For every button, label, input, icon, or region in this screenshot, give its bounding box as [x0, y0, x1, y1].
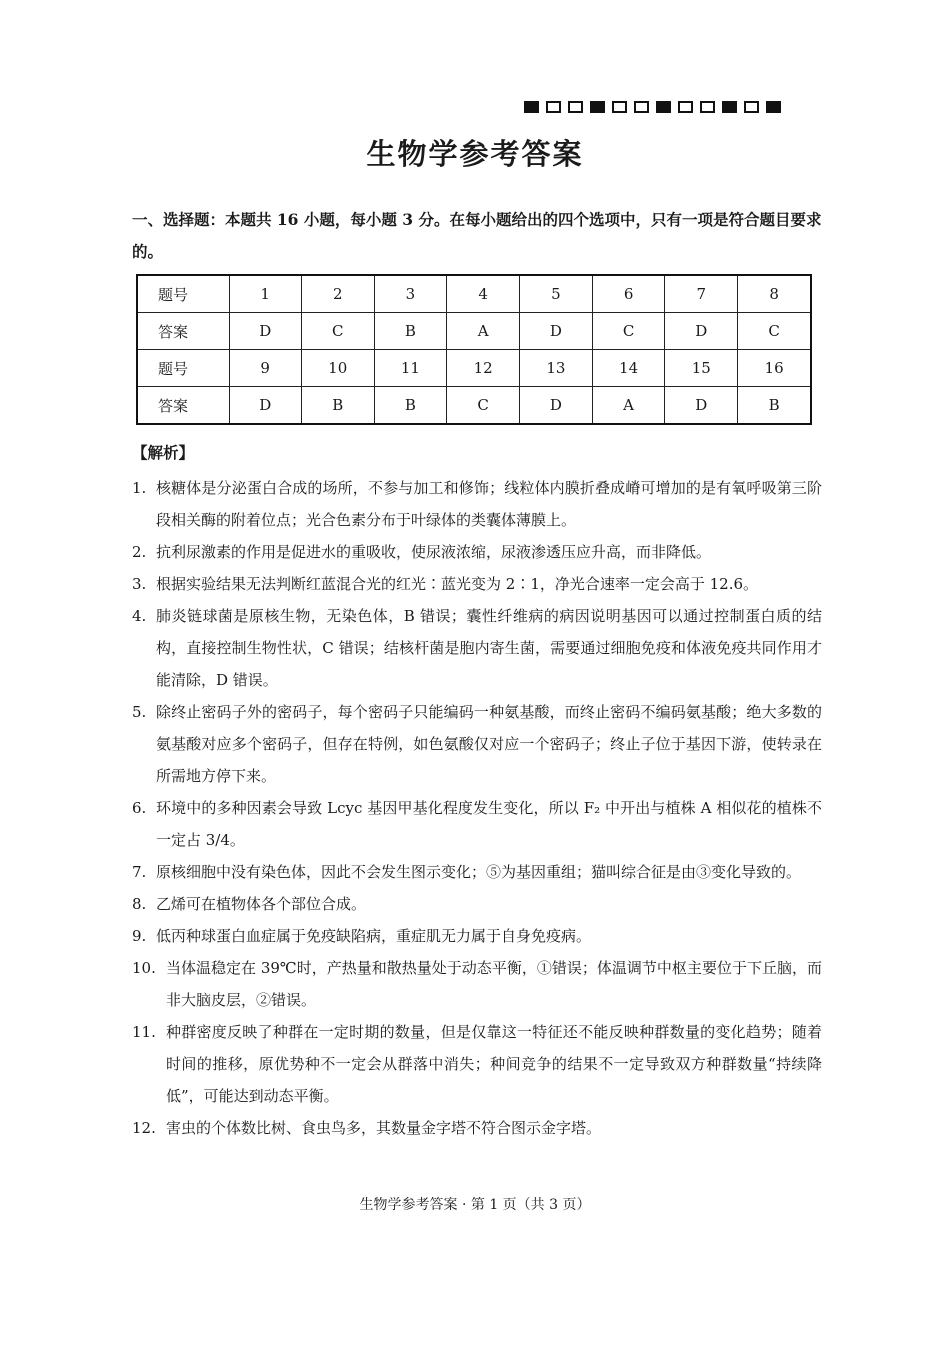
table-cell: 3	[374, 275, 447, 313]
table-cell: 16	[738, 350, 811, 387]
answer-table	[136, 274, 812, 425]
table-cell: D	[520, 387, 593, 425]
table-cell: 4	[447, 275, 520, 313]
empty-square-mark	[546, 101, 561, 113]
table-cell: D	[665, 387, 738, 425]
table-cell: 6	[592, 275, 665, 313]
table-cell: D	[520, 313, 593, 350]
filled-square-mark	[656, 101, 671, 113]
table-row	[137, 350, 811, 387]
item-text: 原核细胞中没有染色体，因此不会发生图示变化；⑤为基因重组；猫叫综合征是由③变化导致的。	[156, 863, 802, 881]
list-item	[132, 696, 822, 792]
item-number: 12.	[132, 1119, 156, 1137]
item-text: 核糖体是分泌蛋白合成的场所，不参与加工和修饰；线粒体内膜折叠成嵴可增加的是有氧呼吸第三阶段相关酶的附着位点；光合色素分布于叶绿体的类囊体薄膜上。	[156, 479, 822, 529]
table-cell: 13	[520, 350, 593, 387]
analysis-list	[132, 472, 822, 1144]
table-cell: C	[592, 313, 665, 350]
filled-square-mark	[524, 101, 539, 113]
item-text: 害虫的个体数比树、食虫鸟多，其数量金字塔不符合图示金字塔。	[166, 1119, 602, 1137]
table-cell: B	[374, 313, 447, 350]
item-text: 除终止密码子外的密码子，每个密码子只能编码一种氨基酸，而终止密码不编码氨基酸；绝大多数的氨基酸对应多个密码子，但存在特例，如色氨酸仅对应一个密码子；终止子位于基因下游，使转录在所需地方停下来。	[156, 703, 822, 785]
list-item	[132, 792, 822, 856]
page-title: 生物学参考答案	[366, 137, 584, 171]
table-cell: C	[447, 387, 520, 425]
list-item	[132, 536, 822, 568]
table-cell: D	[229, 387, 301, 425]
item-number: 8.	[132, 895, 147, 913]
item-number: 10.	[132, 959, 156, 977]
table-cell: B	[374, 387, 447, 425]
item-text: 抗利尿激素的作用是促进水的重吸收，使尿液浓缩，尿液渗透压应升高，而非降低。	[156, 543, 712, 561]
table-row	[137, 313, 811, 350]
empty-square-mark	[744, 101, 759, 113]
table-cell: A	[592, 387, 665, 425]
item-text: 当体温稳定在 39℃时，产热量和散热量处于动态平衡，①错误；体温调节中枢主要位于下丘脑，而非大脑皮层，②错误。	[166, 959, 822, 1009]
item-number: 6.	[132, 799, 147, 817]
item-text: 乙烯可在植物体各个部位合成。	[156, 895, 367, 913]
row-label: 题号	[137, 275, 229, 313]
filled-square-mark	[590, 101, 605, 113]
item-text: 根据实验结果无法判断红蓝混合光的红光∶蓝光变为 2∶1，净光合速率一定会高于 12.6。	[156, 575, 759, 593]
item-number: 1.	[132, 479, 147, 497]
table-cell: B	[738, 387, 811, 425]
empty-square-mark	[612, 101, 627, 113]
list-item	[132, 472, 822, 536]
table-cell: 9	[229, 350, 301, 387]
list-item	[132, 568, 822, 600]
empty-square-mark	[634, 101, 649, 113]
table-cell: C	[301, 313, 374, 350]
table-cell: 5	[520, 275, 593, 313]
item-text: 环境中的多种因素会导致 Lcyc 基因甲基化程度发生变化，所以 F₂ 中开出与植株 A 相似花的植株不一定占 3/4。	[156, 799, 822, 849]
table-cell: 15	[665, 350, 738, 387]
list-item	[132, 920, 822, 952]
table-cell: 8	[738, 275, 811, 313]
header-marks	[524, 101, 781, 113]
item-number: 9.	[132, 927, 147, 945]
row-label: 答案	[137, 387, 229, 425]
item-text: 肺炎链球菌是原核生物，无染色体，B 错误；囊性纤维病的病因说明基因可以通过控制蛋白质的结构，直接控制生物性状，C 错误；结核杆菌是胞内寄生菌，需要通过细胞免疫和体液免疫共同作用才能清除，D 错误。	[156, 607, 822, 689]
table-cell: 1	[229, 275, 301, 313]
list-item	[132, 888, 822, 920]
item-text: 低丙种球蛋白血症属于免疫缺陷病，重症肌无力属于自身免疫病。	[156, 927, 592, 945]
table-cell: 12	[447, 350, 520, 387]
empty-square-mark	[700, 101, 715, 113]
list-item	[132, 1112, 822, 1144]
table-cell: 11	[374, 350, 447, 387]
empty-square-mark	[678, 101, 693, 113]
table-cell: D	[229, 313, 301, 350]
item-number: 11.	[132, 1023, 156, 1041]
row-label: 答案	[137, 313, 229, 350]
list-item	[132, 600, 822, 696]
item-number: 2.	[132, 543, 147, 561]
table-row	[137, 387, 811, 425]
table-cell: B	[301, 387, 374, 425]
row-label: 题号	[137, 350, 229, 387]
table-cell: 14	[592, 350, 665, 387]
table-row	[137, 275, 811, 313]
table-cell: 7	[665, 275, 738, 313]
table-cell: D	[665, 313, 738, 350]
item-text: 种群密度反映了种群在一定时期的数量，但是仅靠这一特征还不能反映种群数量的变化趋势；随着时间的推移，原优势种不一定会从群落中消失；种间竞争的结果不一定导致双方种群数量“持续降低”，可能达到动态平衡。	[166, 1023, 822, 1105]
filled-square-mark	[766, 101, 781, 113]
page-footer: 生物学参考答案 · 第 1 页（共 3 页）	[359, 1197, 591, 1213]
list-item	[132, 952, 822, 1016]
table-cell: A	[447, 313, 520, 350]
item-number: 5.	[132, 703, 147, 721]
analysis-heading: 【解析】	[132, 443, 195, 462]
item-number: 3.	[132, 575, 147, 593]
table-cell: C	[738, 313, 811, 350]
table-cell: 2	[301, 275, 374, 313]
section-heading: 一、选择题：本题共 16 小题，每小题 3 分。在每小题给出的四个选项中，只有一项是符合题目要求的。	[132, 210, 822, 261]
table-cell: 10	[301, 350, 374, 387]
item-number: 4.	[132, 607, 147, 625]
list-item	[132, 856, 822, 888]
filled-square-mark	[722, 101, 737, 113]
item-number: 7.	[132, 863, 147, 881]
empty-square-mark	[568, 101, 583, 113]
list-item	[132, 1016, 822, 1112]
